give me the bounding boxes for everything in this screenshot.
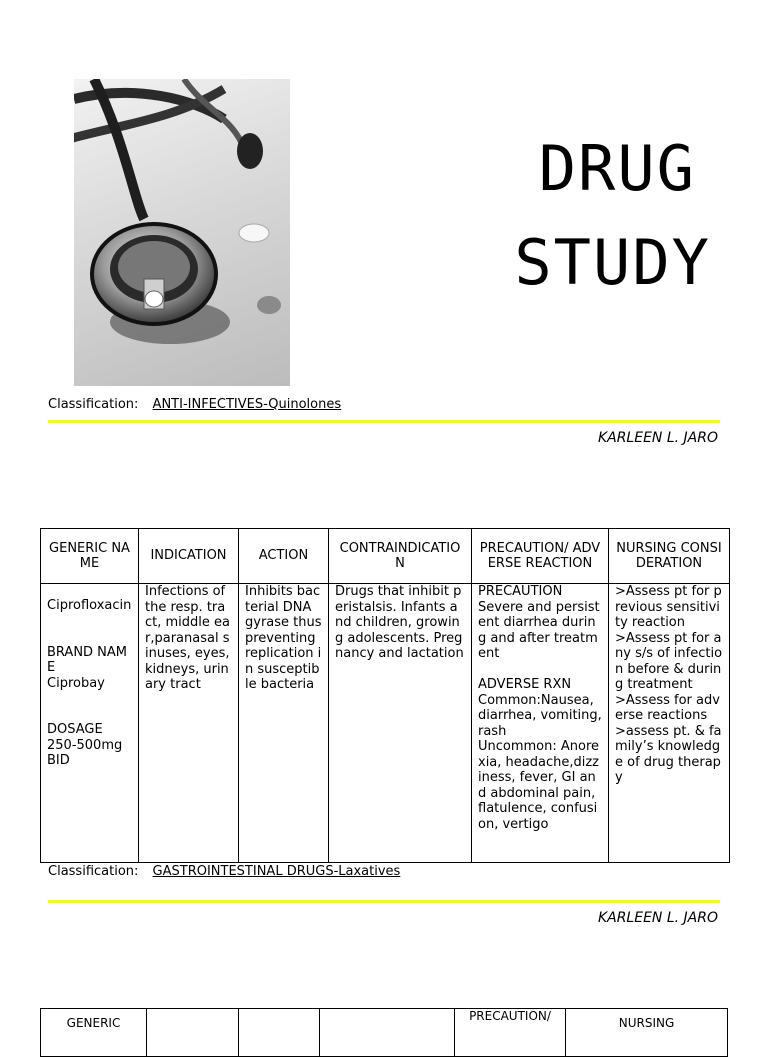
author-name: KARLEEN L. JARO <box>597 910 718 926</box>
cell-precaution: PRECAUTION Severe and persistent diarrhea during and after treatment ADVERSE RXN Common:Nausea, diarrhea, vomiting, rash Uncommon: Anorexia, headache,dizziness, fever, GI and abdominal pain, flatulence, confusion, vertigo <box>472 584 609 863</box>
header-precaution: PRECAUTION/ ADVERSE REACTION <box>472 529 609 584</box>
generic-name-value: Ciprofloxacin <box>47 598 132 613</box>
page-title-line-2: STUDY <box>514 226 711 299</box>
classification-value: GASTROINTESTINAL DRUGS-Laxatives <box>152 864 401 879</box>
dosage-label: DOSAGE <box>47 722 103 737</box>
drug-table <box>40 528 730 863</box>
stethoscope-image <box>74 79 290 386</box>
dosage-value: 250-500mg BID <box>47 737 123 768</box>
author-name: KARLEEN L. JARO <box>597 430 718 446</box>
header-generic-name: GENERIC NAME <box>41 529 139 584</box>
classification-label: Classification: <box>48 864 139 879</box>
header-nursing-consideration: NURSING CONSIDERATION <box>609 529 730 584</box>
brand-name-value: Ciprobay <box>47 675 105 691</box>
cell-indication: Infections of the resp. tract, middle ear,paranasal sinuses, eyes, kidneys, urinary tract <box>139 584 239 863</box>
table-row <box>41 584 730 863</box>
header-generic-name: GENERIC <box>41 1009 147 1057</box>
yellow-divider <box>48 900 720 903</box>
table-header-row <box>41 529 730 584</box>
classification-label: Classification: <box>48 397 139 412</box>
brand-name-label: BRAND NAME <box>47 644 128 675</box>
cell-contraindication: Drugs that inhibit peristalsis. Infants and children, growing adolescents. Pregnancy and lactation <box>329 584 472 863</box>
yellow-divider <box>48 420 720 423</box>
cell-action: Inhibits bacterial DNA gyrase thus preventing replication in susceptible bacteria <box>239 584 329 863</box>
classification-value: ANTI-INFECTIVES-Quinolones <box>152 397 342 412</box>
header-indication <box>147 1009 239 1057</box>
page-title-line-1: DRUG <box>538 132 696 205</box>
header-nursing-consideration: NURSING <box>566 1009 728 1057</box>
header-contraindication: CONTRAINDICATION <box>329 529 472 584</box>
drug-table <box>40 1008 728 1057</box>
table-header-row <box>41 1009 728 1057</box>
stethoscope-icon <box>74 79 290 386</box>
header-precaution: PRECAUTION/ <box>455 1009 566 1057</box>
header-indication: INDICATION <box>139 529 239 584</box>
classification-row <box>48 397 341 412</box>
header-action: ACTION <box>239 529 329 584</box>
header-contraindication <box>320 1009 455 1057</box>
cell-generic <box>41 584 139 863</box>
classification-row <box>48 864 400 879</box>
cell-nursing: >Assess pt for previous sensitivity reaction >Assess pt for any s/s of infection before & during treatment >Assess for adverse reactions >assess pt. & family’s knowledge of drug therapy <box>609 584 730 863</box>
header-action <box>239 1009 320 1057</box>
